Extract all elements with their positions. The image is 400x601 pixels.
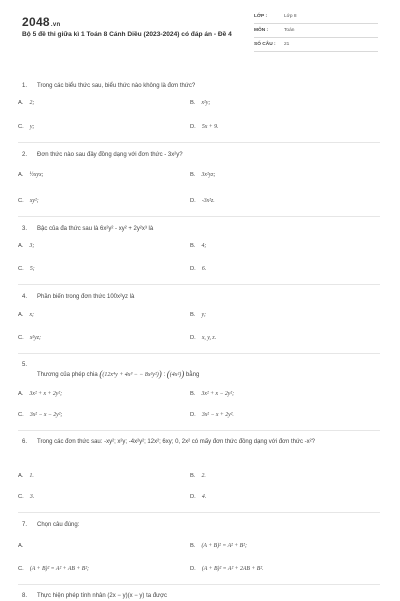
option-text: y; (29, 124, 35, 130)
option-text: x²yz; (29, 335, 41, 341)
option-label: C. (18, 198, 24, 204)
meta-label: LỚP : (254, 14, 268, 19)
option-label: D. (190, 124, 196, 130)
option-text: (A + B)² = A² + B²; (201, 543, 247, 549)
option-a[interactable] (18, 312, 34, 318)
question-text: Chọn câu đúng: (37, 522, 80, 528)
option-text: 1. (29, 473, 34, 479)
question-text: Bậc của đa thức sau là 6x²y² - xy² + 2y²x³ là (37, 226, 154, 232)
option-b[interactable] (190, 312, 206, 318)
option-b[interactable] (190, 391, 234, 397)
option-text: y; (201, 312, 206, 318)
option-text: 5x + 9. (201, 124, 219, 130)
divider (18, 216, 380, 217)
meta-label: SỐ CÂU : (254, 42, 276, 47)
option-label: A. (18, 100, 24, 106)
divider (18, 142, 380, 143)
logo-text: 2048 (22, 15, 50, 29)
option-a[interactable] (18, 100, 34, 106)
option-label: B. (190, 100, 196, 106)
option-label: C. (18, 335, 24, 341)
option-label: D. (190, 198, 196, 204)
option-d[interactable] (190, 124, 218, 130)
option-text: x; (29, 312, 34, 318)
question-text: Thương của phép chia ((12x⁴y + 4x³ − − 8x²y²)) : ((4x²)) bằng (37, 369, 200, 379)
option-text: -3x²z. (201, 198, 215, 204)
option-b[interactable] (190, 172, 215, 178)
question-text: Đơn thức nào sau đây đồng dạng với đơn thức - 3x²y? (37, 152, 183, 158)
option-text: 4; (201, 243, 207, 249)
option-text: 6. (201, 266, 207, 272)
option-label: C. (18, 412, 24, 418)
divisor-expression: ((4x²)) (166, 369, 185, 379)
option-d[interactable] (190, 566, 264, 572)
option-label: D. (190, 566, 196, 572)
option-text: 3x² − x − 2y²; (29, 412, 63, 418)
exam-title: Bộ 5 đề thi giữa kì 1 Toán 8 Cánh Diều (2023-2024) có đáp án - Đề 4 (22, 31, 232, 38)
option-label: D. (190, 412, 196, 418)
divider (18, 430, 380, 431)
option-text: x, y, z. (201, 335, 217, 341)
option-a[interactable] (18, 473, 34, 479)
option-label: A. (18, 312, 24, 318)
option-text: 2. (201, 473, 206, 479)
option-label: C. (18, 124, 24, 130)
option-a[interactable] (18, 543, 29, 549)
option-b[interactable] (190, 243, 206, 249)
option-text: 5; (29, 266, 35, 272)
question-number: 2. (22, 152, 28, 158)
option-c[interactable] (18, 266, 35, 272)
option-label: B. (190, 543, 196, 549)
divider (18, 584, 380, 585)
option-d[interactable] (190, 412, 234, 418)
divider (18, 353, 380, 354)
option-c[interactable] (18, 198, 39, 204)
option-label: B. (190, 391, 196, 397)
question-number: 8. (22, 593, 28, 599)
option-text: (A + B)² = A² + AB + B²; (29, 566, 89, 572)
option-a[interactable] (18, 243, 34, 249)
option-label: A. (18, 391, 24, 397)
option-label: D. (190, 335, 196, 341)
divider (18, 512, 380, 513)
option-text: 3; (29, 243, 35, 249)
question-text: Trong các đơn thức sau: -xy²; x²y; -4x²y²; 12x²; 6xy; 0, 2x² có mấy đơn thức đồng dạng với đơn thức -x²? (37, 439, 315, 445)
option-text: 3x² + x − 2y²; (201, 391, 235, 397)
option-label: B. (190, 172, 196, 178)
option-label: C. (18, 494, 24, 500)
option-d[interactable] (190, 266, 206, 272)
divider (18, 284, 380, 285)
meta-label: MÔN : (254, 28, 269, 33)
option-a[interactable] (18, 391, 62, 397)
option-label: C. (18, 266, 24, 272)
option-label: D. (190, 266, 196, 272)
option-c[interactable] (18, 566, 89, 572)
option-text: 3. (29, 494, 35, 500)
question-number: 6. (22, 439, 28, 445)
question-number: 4. (22, 294, 28, 300)
option-text: 3x²yz; (201, 172, 216, 178)
option-c[interactable] (18, 335, 41, 341)
option-text: 4. (201, 494, 207, 500)
question-number: 7. (22, 522, 28, 528)
option-label: A. (18, 172, 24, 178)
option-a[interactable] (18, 172, 43, 178)
option-text: 3x² + x + 2y²; (29, 391, 63, 397)
option-text: 3x² − x + 2y². (201, 412, 234, 418)
question-text: Phần biến trong đơn thức 100x²yz là (37, 294, 135, 300)
option-c[interactable] (18, 412, 62, 418)
option-b[interactable] (190, 100, 210, 106)
option-label: A. (18, 243, 24, 249)
meta-value: Toán (284, 28, 295, 33)
question-text: Trong các biểu thức sau, biểu thức nào không là đơn thức? (37, 83, 196, 89)
meta-value: Lớp 8 (284, 14, 297, 19)
option-text: xy²; (29, 198, 39, 204)
option-label: B. (190, 312, 196, 318)
question-number: 1. (22, 83, 28, 89)
option-text: 2; (29, 100, 35, 106)
option-label: A. (18, 543, 24, 549)
option-c[interactable] (18, 124, 34, 130)
option-label: B. (190, 243, 196, 249)
logo-suffix: .vn (50, 22, 61, 28)
option-label: C. (18, 566, 24, 572)
option-label: D. (190, 494, 196, 500)
dividend-expression: ((12x⁴y + 4x³ − − 8x²y²)) (99, 369, 162, 379)
option-d[interactable] (190, 198, 215, 204)
option-d[interactable] (190, 335, 216, 341)
option-d[interactable] (190, 494, 206, 500)
option-b[interactable] (190, 543, 247, 549)
meta-value: 21 (284, 42, 290, 47)
question-number: 3. (22, 226, 28, 232)
option-text: ½xyx; (29, 172, 44, 178)
option-c[interactable] (18, 494, 34, 500)
question-text: Thực hiện phép tính nhân (2x − y)(x − y) ta được (37, 593, 168, 599)
option-text: x²y; (201, 100, 211, 106)
option-label: A. (18, 473, 24, 479)
option-text: (A + B)² = A² + 2AB + B². (201, 566, 264, 572)
question-number: 5. (22, 362, 28, 368)
option-label: B. (190, 473, 196, 479)
option-b[interactable] (190, 473, 206, 479)
